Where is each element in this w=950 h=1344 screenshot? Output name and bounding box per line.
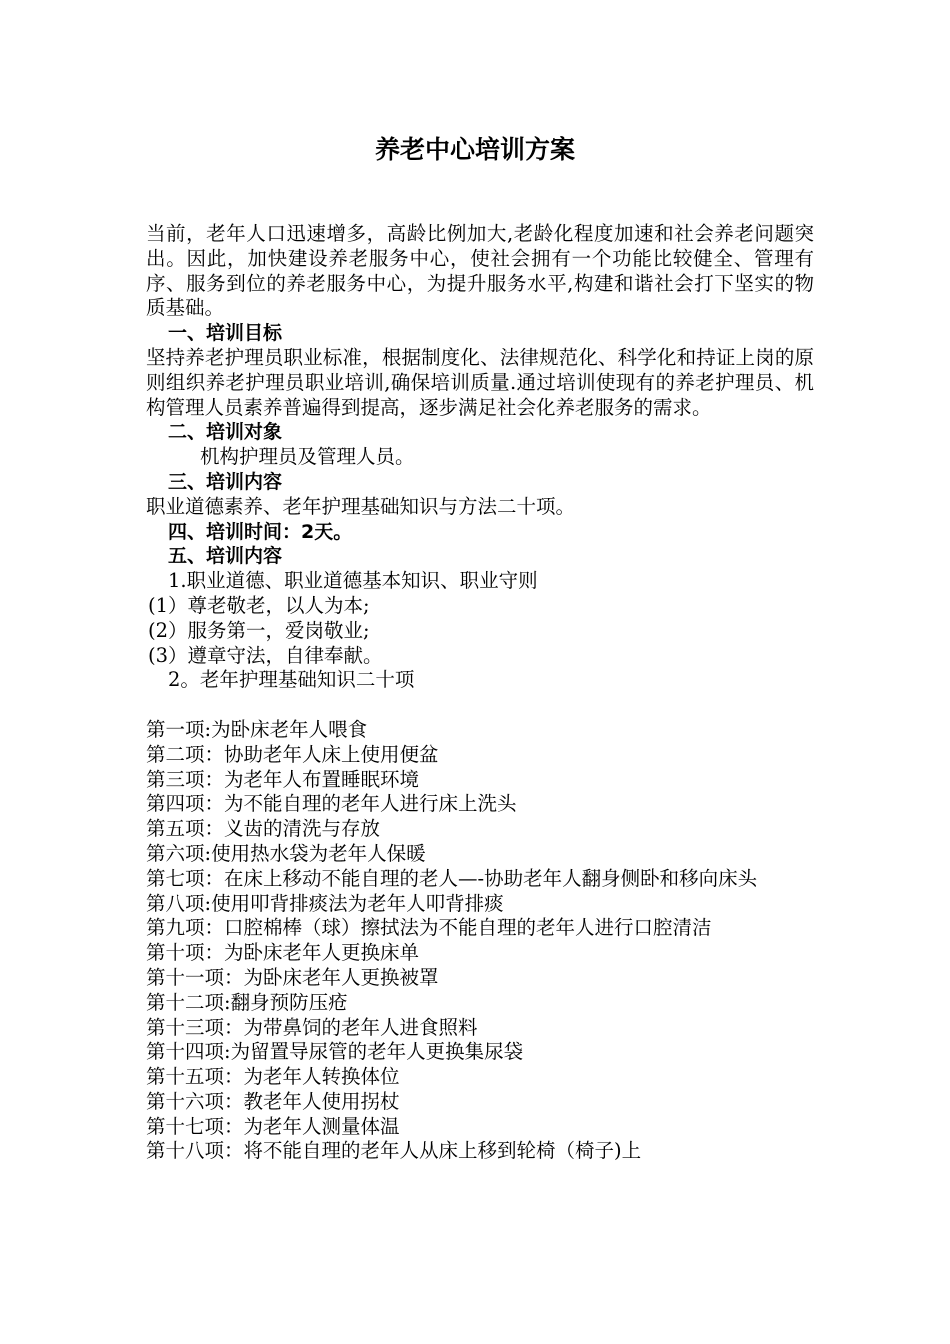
care-item: 第六项:使用热水袋为老年人保暖: [146, 841, 426, 865]
care-item: 第一项:为卧床老年人喂食: [146, 717, 368, 741]
content-text: 职业道德素养、老年护理基础知识与方法二十项。: [146, 494, 576, 518]
care-item: 第九项：口腔棉棒（球）擦拭法为不能自理的老年人进行口腔清洁: [146, 916, 712, 940]
care-item: 第五项：义齿的清洗与存放: [146, 817, 381, 841]
care-item: 第七项：在床上移动不能自理的老人—-协助老年人翻身侧卧和移向床头: [146, 866, 758, 890]
ethics-title: 1.职业道德、职业道德基本知识、职业守则: [168, 569, 538, 593]
care-item: 第四项：为不能自理的老年人进行床上洗头: [146, 792, 517, 816]
section-heading-content: 三、培训内容: [168, 470, 283, 493]
blank-line: [146, 693, 814, 718]
audience-text: 机构护理员及管理人员。: [200, 445, 415, 469]
care-item: 第十三项：为带鼻饲的老年人进食照料: [146, 1015, 478, 1039]
care-item: 第十二项:翻身预防压疮: [146, 990, 348, 1014]
document-title: 养老中心培训方案: [374, 135, 575, 164]
care-item: 第十八项：将不能自理的老年人从床上移到轮椅（椅子)上: [146, 1139, 642, 1163]
care-title: 2。老年护理基础知识二十项: [168, 668, 415, 692]
care-item: 第二项：协助老年人床上使用便盆: [146, 742, 439, 766]
section-heading-goal: 一、培训目标: [168, 322, 283, 345]
document-body: [146, 222, 814, 1164]
section-heading-audience: 二、培训对象: [168, 421, 283, 444]
care-item: 第十五项：为老年人转换体位: [146, 1065, 400, 1089]
care-item: 第八项:使用叩背排痰法为老年人叩背排痰: [146, 891, 504, 915]
section-heading-content2: 五、培训内容: [168, 545, 283, 568]
intro-paragraph: 当前，老年人口迅速增多，高龄比例加大,老龄化程度加速和社会养老问题突出。因此，加快建设养老服务中心，使社会拥有一个功能比较健全、管理有序、服务到位的养老服务中心，为提升服务水平,构建和谐社会打下坚实的物质基础。: [146, 222, 814, 320]
care-item: 第十项：为卧床老年人更换床单: [146, 941, 420, 965]
care-item: 第十一项：为卧床老年人更换被罩: [146, 965, 439, 989]
care-item: 第十四项:为留置导尿管的老年人更换集尿袋: [146, 1040, 524, 1064]
ethics-item: (1）尊老敬老，以人为本;: [148, 593, 370, 617]
section-heading-time: 四、培训时间：2天。: [168, 520, 353, 543]
goal-paragraph: 坚持养老护理员职业标准，根据制度化、法律规范化、科学化和持证上岗的原则组织养老护理员职业培训,确保培训质量.通过培训使现有的养老护理员、机构管理人员素养普遍得到提高，逐步满足社会化养老服务的需求。: [146, 345, 814, 419]
ethics-item: (2）服务第一，爱岗敬业;: [148, 618, 370, 642]
ethics-item: (3）遵章守法，自律奉献。: [148, 643, 383, 667]
care-item: 第三项：为老年人布置睡眠环境: [146, 767, 420, 791]
care-item: 第十六项：教老年人使用拐杖: [146, 1089, 400, 1113]
care-item: 第十七项：为老年人测量体温: [146, 1114, 400, 1138]
